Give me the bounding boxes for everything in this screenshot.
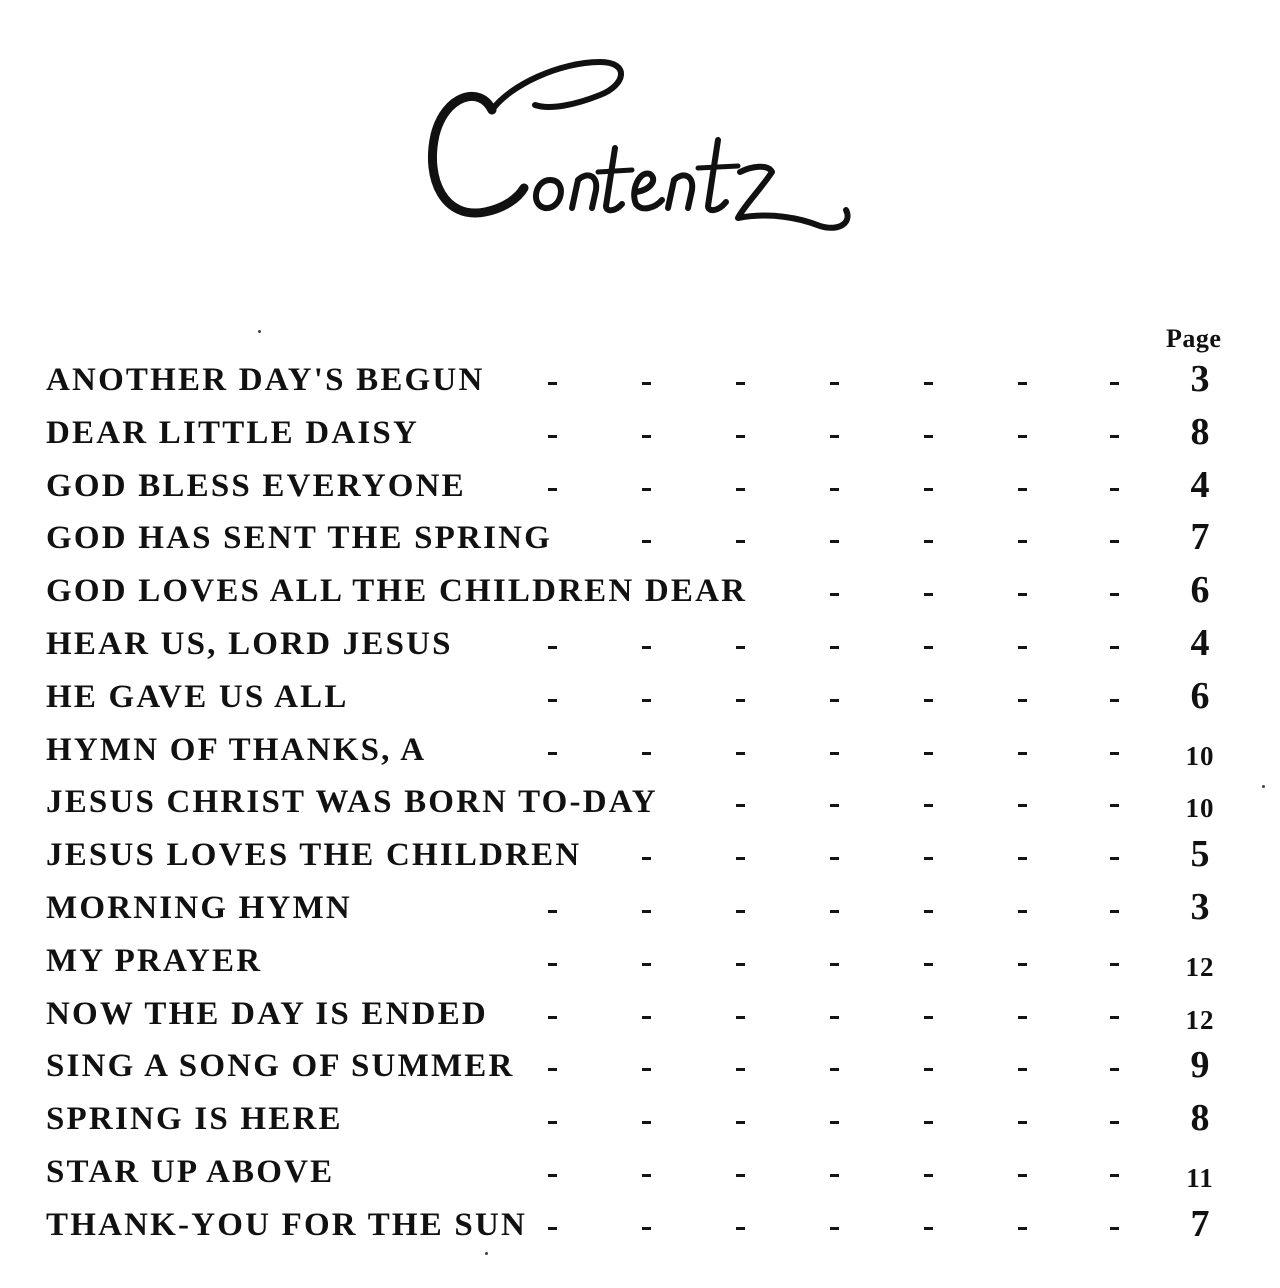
leader-dash — [736, 1068, 745, 1071]
leader-dash — [830, 593, 839, 596]
entry-page-number: 3 — [1190, 885, 1210, 928]
leader-dash — [736, 540, 745, 543]
leader-dash — [548, 1121, 557, 1124]
entry-title: DEAR LITTLE DAISY — [46, 414, 419, 451]
leader-dash — [736, 488, 745, 491]
leader-dash — [642, 910, 651, 913]
entry-page-number: 6 — [1190, 569, 1210, 612]
page-column-header: Page — [1166, 324, 1222, 353]
leader-dash — [642, 646, 651, 649]
list-item[interactable] — [0, 831, 1280, 884]
leader-dash — [736, 1121, 745, 1124]
leader-dash — [642, 540, 651, 543]
leader-dash — [1018, 488, 1027, 491]
leader-dash — [548, 488, 557, 491]
leader-dash — [1110, 593, 1119, 596]
leader-dash — [548, 963, 557, 966]
entry-title: ANOTHER DAY'S BEGUN — [46, 362, 485, 398]
leader-dash — [642, 1227, 651, 1230]
leader-dash — [736, 699, 745, 702]
entry-title: SING A SONG OF SUMMER — [46, 1048, 515, 1085]
leader-dash — [1110, 1121, 1119, 1124]
entry-page-number: 8 — [1190, 410, 1210, 453]
leader-dash — [548, 646, 557, 649]
leader-dash — [642, 752, 651, 755]
leader-dash — [1018, 593, 1027, 596]
leader-dash — [830, 435, 839, 438]
leader-dash — [736, 435, 745, 438]
leader-dash — [924, 435, 933, 438]
leader-dash — [924, 1121, 933, 1124]
leader-dash — [736, 804, 745, 807]
leader-dash — [548, 910, 557, 913]
table-of-contents — [0, 356, 1280, 1254]
entry-page-number: 12 — [1185, 1004, 1215, 1035]
list-item[interactable] — [0, 673, 1280, 726]
leader-dash — [1018, 1068, 1027, 1071]
leader-dash — [830, 910, 839, 913]
entry-title: SPRING IS HERE — [46, 1101, 343, 1138]
entry-page-number: 4 — [1190, 463, 1210, 506]
page-title — [400, 40, 880, 270]
leader-dash — [1110, 1174, 1119, 1177]
leader-dash — [830, 1016, 839, 1019]
leader-dash — [924, 1016, 933, 1019]
entry-title: GOD LOVES ALL THE CHILDREN DEAR — [46, 573, 748, 610]
leader-dash — [830, 1227, 839, 1230]
leader-dash — [548, 752, 557, 755]
leader-dash — [924, 488, 933, 491]
leader-dash — [830, 963, 839, 966]
leader-dash — [1018, 963, 1027, 966]
entry-title: HEAR US, LORD JESUS — [46, 625, 453, 662]
leader-dash — [1018, 540, 1027, 543]
leader-dash — [1018, 1174, 1027, 1177]
leader-dash — [924, 804, 933, 807]
leader-dash — [830, 540, 839, 543]
scan-speck — [485, 1252, 488, 1255]
leader-dash — [642, 1016, 651, 1019]
leader-dash — [736, 1227, 745, 1230]
leader-dash — [924, 752, 933, 755]
leader-dash — [924, 646, 933, 649]
leader-dash — [1110, 910, 1119, 913]
leader-dash — [1018, 910, 1027, 913]
leader-dash — [1018, 857, 1027, 860]
list-item[interactable] — [0, 514, 1280, 567]
leader-dash — [924, 1174, 933, 1177]
leader-dash — [830, 752, 839, 755]
list-item[interactable] — [0, 567, 1280, 620]
leader-dash — [830, 699, 839, 702]
leader-dash — [1110, 1016, 1119, 1019]
leader-dash — [1110, 382, 1119, 385]
leader-dash — [736, 910, 745, 913]
leader-dash — [924, 1227, 933, 1230]
entry-page-number: 6 — [1190, 674, 1210, 717]
leader-dash — [642, 382, 651, 385]
entry-title: HE GAVE US ALL — [46, 678, 349, 715]
leader-dash — [1018, 1121, 1027, 1124]
leader-dash — [548, 1174, 557, 1177]
entry-title: MY PRAYER — [46, 942, 263, 979]
leader-dash — [830, 1174, 839, 1177]
leader-dash — [642, 488, 651, 491]
leader-dash — [548, 1227, 557, 1230]
list-item[interactable] — [0, 1148, 1280, 1201]
leader-dash — [924, 699, 933, 702]
leader-dash — [548, 435, 557, 438]
leader-dash — [642, 963, 651, 966]
list-item[interactable] — [0, 726, 1280, 779]
leader-dash — [924, 1068, 933, 1071]
leader-dash — [924, 857, 933, 860]
leader-dash — [830, 857, 839, 860]
scan-speck — [1262, 785, 1265, 788]
leader-dash — [548, 699, 557, 702]
entry-title: THANK-YOU FOR THE SUN — [46, 1206, 528, 1243]
entry-title: GOD HAS SENT THE SPRING — [46, 520, 553, 557]
entry-page-number: 9 — [1190, 1044, 1210, 1087]
leader-dash — [1110, 699, 1119, 702]
leader-dash — [642, 435, 651, 438]
leader-dash — [1018, 1016, 1027, 1019]
list-item[interactable] — [0, 884, 1280, 937]
leader-dash — [830, 804, 839, 807]
leader-dash — [1018, 646, 1027, 649]
leader-dash — [642, 1174, 651, 1177]
entry-page-number: 4 — [1190, 621, 1210, 664]
list-item[interactable] — [0, 1042, 1280, 1095]
entry-title: MORNING HYMN — [46, 889, 352, 926]
leader-dash — [1110, 857, 1119, 860]
leader-dash — [642, 699, 651, 702]
leader-dash — [736, 963, 745, 966]
leader-dash — [736, 752, 745, 755]
leader-dash — [548, 1068, 557, 1071]
leader-dash — [1018, 699, 1027, 702]
entry-title: JESUS CHRIST WAS BORN TO-DAY — [46, 784, 658, 821]
list-item[interactable] — [0, 1095, 1280, 1148]
leader-dash — [736, 1174, 745, 1177]
leader-dash — [1018, 435, 1027, 438]
leader-dash — [924, 382, 933, 385]
leader-dash — [1110, 1068, 1119, 1071]
leader-dash — [548, 1016, 557, 1019]
leader-dash — [1110, 963, 1119, 966]
entry-page-number: 3 — [1190, 358, 1210, 400]
leader-dash — [736, 646, 745, 649]
entry-title: HYMN OF THANKS, A — [46, 731, 427, 768]
list-item[interactable] — [0, 620, 1280, 673]
list-item[interactable] — [0, 409, 1280, 462]
entry-page-number: 12 — [1185, 951, 1215, 982]
leader-dash — [736, 382, 745, 385]
entry-title: STAR UP ABOVE — [46, 1153, 335, 1190]
leader-dash — [830, 488, 839, 491]
leader-dash — [830, 646, 839, 649]
leader-dash — [1018, 804, 1027, 807]
list-item[interactable] — [0, 462, 1280, 515]
leader-dash — [1018, 1227, 1027, 1230]
leader-dash — [1018, 752, 1027, 755]
entry-title: JESUS LOVES THE CHILDREN — [46, 837, 582, 874]
leader-dash — [924, 593, 933, 596]
leader-dash — [1110, 752, 1119, 755]
entry-page-number: 10 — [1185, 793, 1215, 824]
contents-script-lettering — [400, 40, 880, 270]
leader-dash — [736, 1016, 745, 1019]
leader-dash — [1110, 1227, 1119, 1230]
leader-dash — [1110, 488, 1119, 491]
entry-page-number: 10 — [1185, 740, 1215, 771]
leader-dash — [642, 857, 651, 860]
list-item[interactable] — [0, 356, 1280, 409]
leader-dash — [1110, 540, 1119, 543]
leader-dash — [924, 963, 933, 966]
list-item[interactable] — [0, 937, 1280, 990]
entry-page-number: 7 — [1190, 516, 1210, 559]
entry-page-number: 11 — [1186, 1162, 1214, 1193]
leader-dash — [924, 910, 933, 913]
leader-dash — [830, 382, 839, 385]
list-item[interactable] — [0, 1201, 1280, 1254]
leader-dash — [830, 1121, 839, 1124]
leader-dash — [642, 1121, 651, 1124]
list-item[interactable] — [0, 990, 1280, 1043]
leader-dash — [1110, 435, 1119, 438]
entry-page-number: 7 — [1190, 1202, 1210, 1245]
leader-dash — [548, 382, 557, 385]
leader-dash — [1110, 804, 1119, 807]
leader-dash — [1110, 646, 1119, 649]
entry-title: GOD BLESS EVERYONE — [46, 467, 466, 504]
list-item[interactable] — [0, 778, 1280, 831]
leader-dash — [830, 1068, 839, 1071]
leader-dash — [642, 1068, 651, 1071]
scan-speck — [258, 330, 261, 333]
entry-page-number: 5 — [1190, 833, 1210, 876]
leader-dash — [1018, 382, 1027, 385]
leader-dash — [736, 857, 745, 860]
entry-title: NOW THE DAY IS ENDED — [46, 995, 488, 1032]
entry-page-number: 8 — [1190, 1097, 1210, 1140]
leader-dash — [924, 540, 933, 543]
